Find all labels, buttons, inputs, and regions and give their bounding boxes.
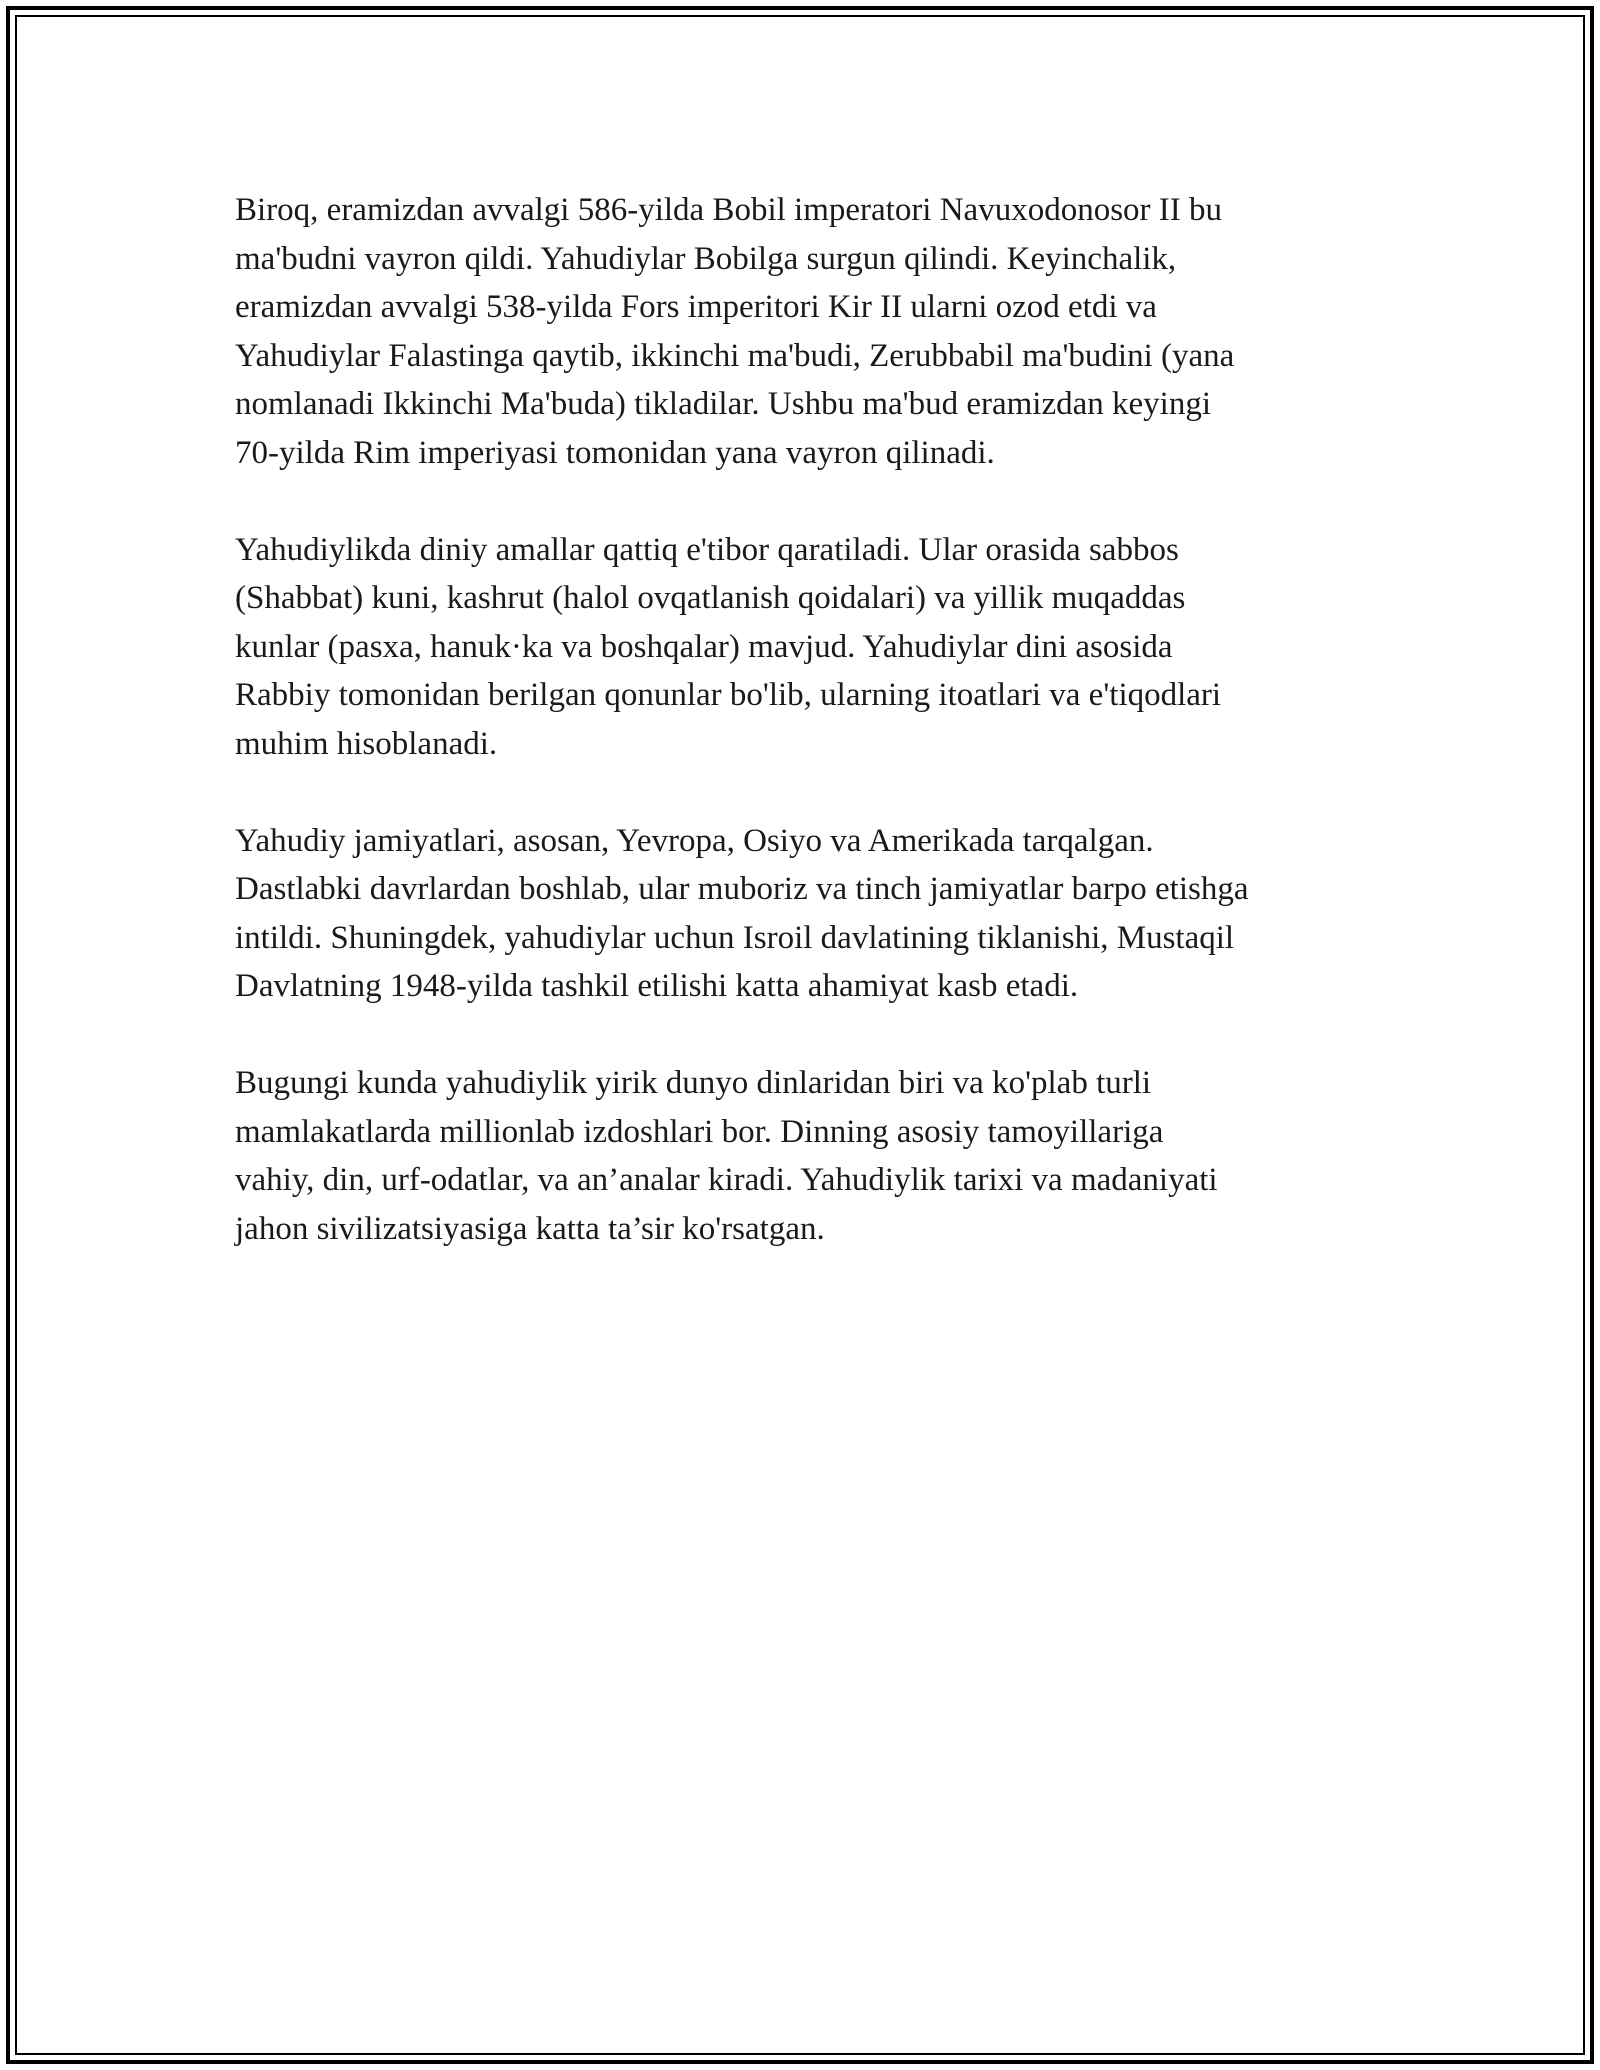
text-line: Rabbiy tomonidan berilgan qonunlar bo'lib, ularning itoatlari va e'tiqodlari: [235, 677, 1222, 713]
text-line: jahon sivilizatsiyasiga katta ta’sir ko'rsatgan.: [235, 1210, 825, 1247]
text-line: Dastlabki davrlardan boshlab, ular muboriz va tinch jamiyatlar barpo etishga: [235, 871, 1249, 907]
text-line: Yahudiy jamiyatlari, asosan, Yevropa, Osiyo va Amerikada tarqalgan.: [235, 822, 1154, 859]
paragraph-2: [235, 526, 1375, 769]
text-line: vahiy, din, urf-odatlar, va an’analar kiradi. Yahudiylik tarixi va madaniyati: [235, 1162, 1218, 1198]
document-body: [235, 186, 1375, 1302]
paragraph-3: [235, 817, 1375, 1011]
text-line: intildi. Shuningdek, yahudiylar uchun Isroil davlatining tiklanishi, Mustaqil: [235, 919, 1235, 956]
paragraph-4: [235, 1059, 1375, 1253]
text-line: 70-yilda Rim imperiyasi tomonidan yana vayron qilinadi.: [235, 434, 995, 471]
text-line: nomlanadi Ikkinchi Ma'buda) tikladilar. Ushbu ma'bud eramizdan keyingi: [235, 386, 1211, 422]
text-line: eramizdan avvalgi 538-yilda Fors imperitori Kir II ularni ozod etdi va: [235, 289, 1157, 325]
text-line: Bugungi kunda yahudiylik yirik dunyo dinlaridan biri va ko'plab turli: [235, 1065, 1152, 1101]
text-line: ma'budni vayron qildi. Yahudiylar Bobilga surgun qilindi. Keyinchalik,: [235, 240, 1177, 277]
text-line: Biroq, eramizdan avvalgi 586-yilda Bobil imperatori Navuxodonosor II bu: [235, 192, 1223, 228]
paragraph-1: [235, 186, 1375, 477]
text-line: mamlakatlarda millionlab izdoshlari bor. Dinning asosiy tamoyillariga: [235, 1113, 1164, 1150]
text-line: Davlatning 1948-yilda tashkil etilishi katta ahamiyat kasb etadi.: [235, 968, 1079, 1004]
text-line: Yahudiylikda diniy amallar qattiq e'tibor qaratiladi. Ular orasida sabbos: [235, 531, 1179, 568]
text-line: Yahudiylar Falastinga qaytib, ikkinchi ma'budi, Zerubbabil ma'budini (yana: [235, 337, 1235, 374]
text-line: (Shabbat) kuni, kashrut (halol ovqatlanish qoidalari) va yillik muqaddas: [235, 580, 1186, 616]
text-line: muhim hisoblanadi.: [235, 725, 498, 762]
text-line: kunlar (pasxa, hanuk·ka va boshqalar) mavjud. Yahudiylar dini asosida: [235, 628, 1173, 665]
